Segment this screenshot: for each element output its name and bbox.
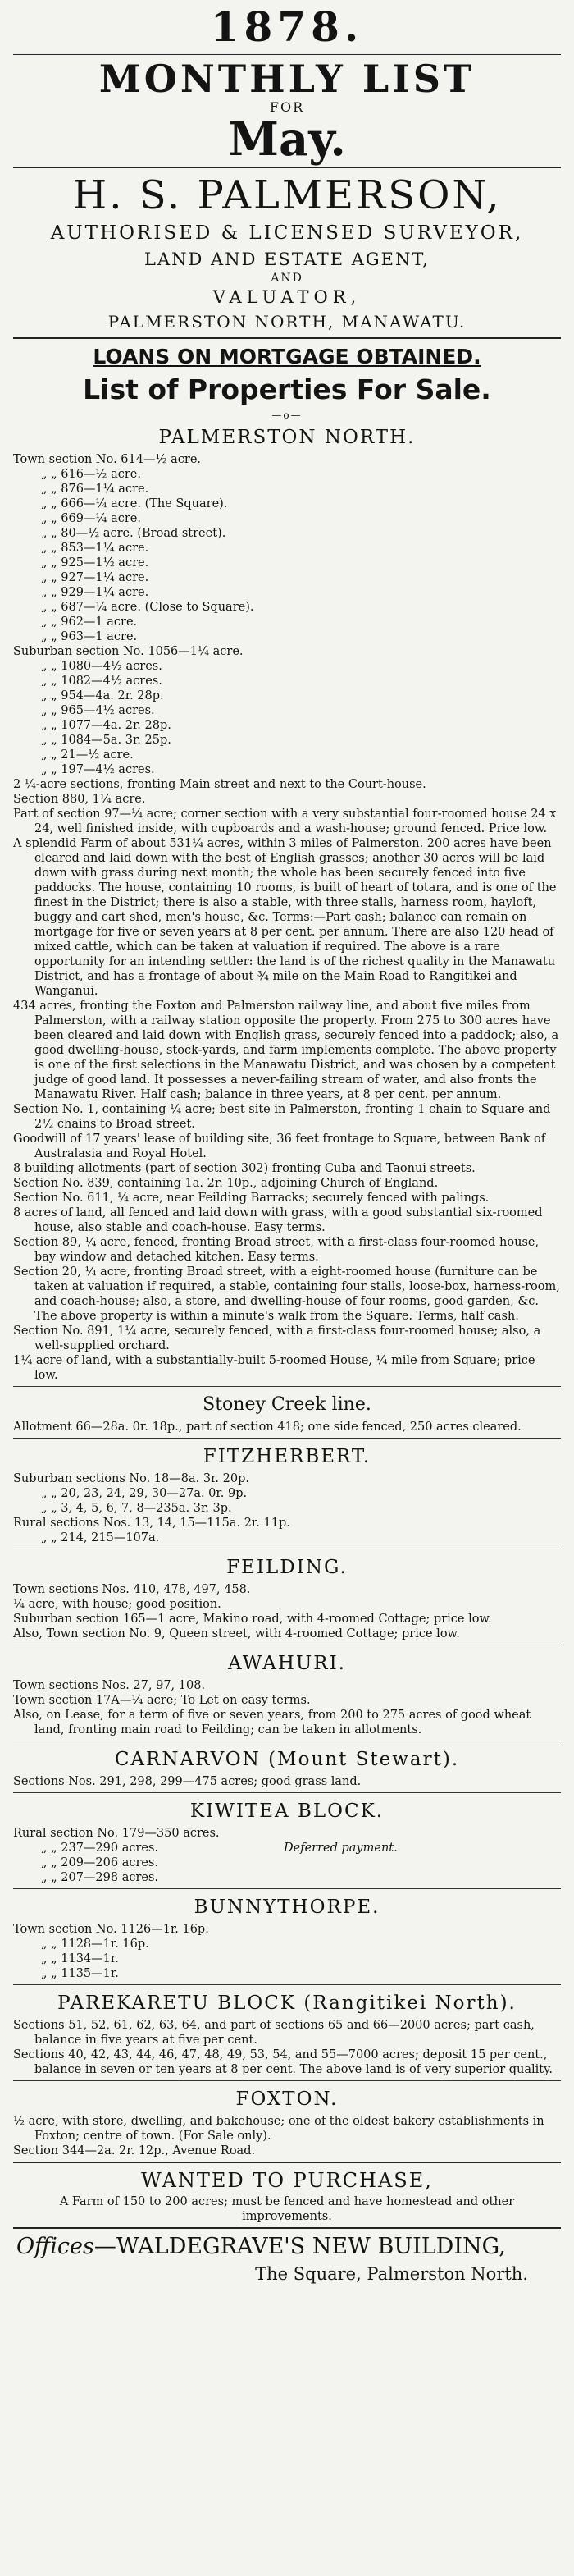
kiwitea-list — [13, 1826, 561, 1885]
offices-location: The Square, Palmerston North. — [255, 2264, 528, 2284]
list-item: Rural sections Nos. 13, 14, 15—115a. 2r. 11p. — [13, 1517, 290, 1530]
section-heading-feilding: FEILDING. — [226, 1557, 348, 1578]
property-entry: ½ acre, with store, dwelling, and bakehouse; one of the oldest bakery establishments in Foxton; centre of town. (For Sale only). — [13, 2115, 544, 2143]
property-entry: Section 344—2a. 2r. 12p., Avenue Road. — [13, 2144, 256, 2157]
property-entry: Allotment 66—28a. 0r. 18p., part of section 418; one side fenced, 250 acres cleared. — [13, 1421, 522, 1434]
list-item: „ „ 197—4½ acres. — [41, 763, 155, 776]
list-item: Town section No. 614—½ acre. — [13, 453, 202, 466]
list-item: Rural section No. 179—350 acres. — [13, 1827, 220, 1840]
month-heading: May. — [228, 112, 346, 167]
town-sections-list — [13, 452, 561, 644]
section-heading-fitzherbert: FITZHERBERT. — [203, 1446, 371, 1467]
property-entry: Section No. 1, containing ¼ acre; best site in Palmerston, fronting 1 chain to Square and 2½ chains to Broad street. — [13, 1103, 551, 1131]
list-item: „ „ 853—1¼ acre. — [41, 542, 149, 555]
property-entry: Goodwill of 17 years' lease of building site, 36 feet frontage to Square, between Bank of Australasia and Royal Hotel. — [13, 1132, 546, 1160]
list-item: „ „ 962—1 acre. — [41, 615, 138, 629]
list-item: „ „ 1084—5a. 3r. 25p. — [41, 734, 171, 747]
section-heading-kiwitea: KIWITEA BLOCK. — [189, 1800, 385, 1822]
divider — [13, 1386, 561, 1387]
section-heading-palmerston: PALMERSTON NORTH. — [158, 427, 416, 448]
loans-heading: LOANS ON MORTGAGE OBTAINED. — [93, 345, 481, 368]
list-item: „ „ 925—1½ acre. — [41, 556, 149, 570]
section-heading-awahuri: AWAHURI. — [228, 1653, 346, 1674]
list-item: „ „ 3, 4, 5, 6, 7, 8—235a. 3r. 3p. — [41, 1502, 232, 1515]
agent-address: PALMERSTON NORTH, MANAWATU. — [107, 312, 467, 332]
property-entry: Section No. 611, ¼ acre, near Feilding Barracks; securely fenced with palings. — [13, 1192, 490, 1205]
property-entry: Section No. 891, 1¼ acre, securely fenced, with a first-class four-roomed house; also, a well-supplied orchard. — [13, 1325, 541, 1352]
agent-profession: AUTHORISED & LICENSED SURVEYOR, — [50, 222, 524, 244]
property-entry: Also, Town section No. 9, Queen street, with 4-roomed Cottage; price low. — [13, 1627, 460, 1640]
list-item: „ „ 80—½ acre. (Broad street). — [41, 527, 226, 540]
property-entry: Section No. 839, containing 1a. 2r. 10p., adjoining Church of England. — [13, 1177, 439, 1190]
list-item: Town section No. 1126—1r. 16p. — [13, 1923, 209, 1936]
property-entry: Sections 40, 42, 43, 44, 46, 47, 48, 49, 53, 54, and 55—7000 acres; deposit 15 per cent., balance in seven or ten years at 8 per cent. The above land is of very superior quality. — [13, 2048, 553, 2076]
property-entry: Sections 51, 52, 61, 62, 63, 64, and part of sections 65 and 66—2000 acres; part cash, balance in five years at five per cent. — [13, 2019, 535, 2047]
list-item: „ „ 1128—1r. 16p. — [41, 1938, 149, 1951]
suburban-sections-list — [13, 644, 561, 777]
list-item: „ „ 929—1¼ acre. — [41, 586, 149, 599]
list-item: „ „ 237—290 acres. — [41, 1842, 159, 1855]
property-entry: 2 ¼-acre sections, fronting Main street and next to the Court-house. — [13, 778, 426, 791]
property-entry: Town sections Nos. 410, 478, 497, 458. — [13, 1583, 251, 1596]
wanted-text: A Farm of 150 to 200 acres; must be fenced and have homestead and other improvements. — [59, 2195, 515, 2223]
section-heading-stoney-creek: Stoney Creek line. — [203, 1394, 371, 1415]
property-entry: Part of section 97—¼ acre; corner section with a very substantial four-roomed house 24 x 24, well finished inside, with cupboards and a wash-house; ground fenced. Price low. — [13, 808, 557, 835]
section-heading-carnarvon: CARNARVON (Mount Stewart). — [114, 1749, 460, 1770]
list-item: „ „ 20, 23, 24, 29, 30—27a. 0r. 9p. — [41, 1487, 248, 1500]
property-entry: 8 acres of land, all fenced and laid down with grass, with a good substantial six-roomed house, also stable and coach-house. Easy terms. — [13, 1206, 543, 1234]
property-entry: Section 20, ¼ acre, fronting Broad street, with a eight-roomed house (furniture can be taken at valuation if required, a stable, containing four stalls, loose-box, harness-room, and coach-house; also, a store, and dwelling-house of four rooms, good garden, &c. The above property is within a minute's walk from the Square. Terms, half cash. — [13, 1265, 560, 1323]
monthly-list-title: MONTHLY LIST — [98, 57, 476, 101]
list-item: „ „ 209—206 acres. — [41, 1856, 159, 1869]
list-item: „ „ 21—½ acre. — [41, 748, 134, 762]
list-item: „ „ 1134—1r. — [41, 1952, 119, 1965]
list-item: „ „ 669—¼ acre. — [41, 512, 141, 525]
list-item: „ „ 954—4a. 2r. 28p. — [41, 689, 164, 702]
fitzherbert-list — [13, 1471, 561, 1545]
list-item: „ „ 214, 215—107a. — [41, 1531, 160, 1544]
ornament-divider: —o— — [271, 410, 303, 421]
deferred-payment-note: Deferred payment. — [284, 1842, 398, 1855]
wanted-heading: WANTED TO PURCHASE, — [141, 2169, 433, 2192]
divider — [13, 1792, 561, 1793]
property-entry: ¼ acre, with house; good position. — [13, 1598, 221, 1611]
offices-building: —WALDEGRAVE'S NEW BUILDING, — [93, 2234, 506, 2259]
property-entry: 434 acres, fronting the Foxton and Palmerston railway line, and about five miles from Palmerston, with a railway station opposite the property. From 275 to 300 acres have been cleared and laid down with English grass, securely fenced into a paddock; also, a good dwelling-house, stock-yards, and farm implements complete. The above property is one of the first selections in the Manawatu District, and was chosen by a competent judge of good land. It possesses a never-failing stream of water, and also fronts the Manawatu River. Half cash; balance in three years, at 8 per cent. per annum. — [13, 1000, 559, 1101]
divider — [13, 167, 561, 168]
list-item: „ „ 876—1¼ acre. — [41, 483, 149, 496]
property-entry: Town sections Nos. 27, 97, 108. — [13, 1679, 206, 1692]
section-heading-parekaretu: PAREKARETU BLOCK (Rangitikei North). — [57, 1993, 517, 2014]
list-item: Suburban sections No. 18—8a. 3r. 20p. — [13, 1472, 249, 1485]
property-entry: 8 building allotments (part of section 302) fronting Cuba and Taonui streets. — [13, 1162, 476, 1175]
section-heading-foxton: FOXTON. — [235, 2089, 339, 2110]
divider — [13, 2162, 561, 2163]
list-item: „ „ 1082—4½ acres. — [41, 675, 162, 688]
list-item: „ „ 687—¼ acre. (Close to Square). — [41, 601, 254, 614]
divider — [13, 1984, 561, 1985]
divider — [13, 1888, 561, 1889]
property-entry: 1¼ acre of land, with a substantially-built 5-roomed House, ¼ mile from Square; price low. — [13, 1354, 535, 1382]
and-label: AND — [271, 272, 303, 285]
list-item: Suburban section No. 1056—1¼ acre. — [13, 645, 244, 658]
awahuri-list — [13, 1678, 561, 1737]
section-heading-bunnythorpe: BUNNYTHORPE. — [194, 1897, 380, 1918]
offices-line — [13, 2232, 561, 2262]
list-item: „ „ 965—4½ acres. — [41, 704, 155, 717]
property-entry: A splendid Farm of about 531¼ acres, within 3 miles of Palmerston. 200 acres have been cleared and laid down with the best of English grasses; another 30 acres will be laid down with grass during next month; the whole has been securely fenced into five paddocks. The house, containing 10 rooms, is built of heart of totara, and is one of the finest in the District; there is also a stable, with three stalls, harness room, hayloft, buggy and cart shed, men's house, &c. Terms:—Part cash; balance can remain on mortgage for five or seven years at 8 per cent. per annum. There are also 120 head of mixed cattle, which can be taken at valuation if required. The above is a rare opportunity for an intending settler: the land is of the richest quality in the Manawatu District, and has a frontage of about ¾ mile on the Main Road to Rangitikei and Wanganui. — [13, 837, 557, 998]
property-entry: Also, on Lease, for a term of five or seven years, from 200 to 275 acres of good wheat land, fronting main road to Feilding; can be taken in allotments. — [13, 1709, 531, 1736]
property-entry: Sections Nos. 291, 298, 299—475 acres; good grass land. — [13, 1775, 362, 1788]
list-item: „ „ 616—½ acre. — [41, 468, 141, 481]
foxton-list — [13, 2114, 561, 2158]
divider — [13, 53, 561, 55]
list-item: „ „ 1135—1r. — [41, 1967, 119, 1980]
year-heading: 1878. — [210, 2, 364, 51]
list-item: „ „ 1077—4a. 2r. 28p. — [41, 719, 171, 732]
list-item: „ „ 207—298 acres. — [41, 1871, 159, 1884]
list-item: „ „ 666—¼ acre. (The Square). — [41, 497, 228, 510]
bunnythorpe-list — [13, 1922, 561, 1981]
property-entry: Section 880, 1¼ acre. — [13, 793, 146, 806]
divider — [13, 337, 561, 339]
agent-valuator: VALUATOR, — [212, 287, 362, 307]
parekaretu-list — [13, 2018, 561, 2077]
divider — [13, 2080, 561, 2081]
list-item: „ „ 927—1¼ acre. — [41, 571, 149, 584]
property-entry: Suburban section 165—1 acre, Makino road, with 4-roomed Cottage; price low. — [13, 1613, 492, 1626]
divider — [13, 2227, 561, 2229]
divider — [13, 1438, 561, 1439]
list-item: „ „ 1080—4½ acres. — [41, 660, 162, 673]
property-entry: Town section 17A—¼ acre; To Let on easy terms. — [13, 1694, 311, 1707]
for-label: FOR — [269, 99, 305, 115]
property-entry: Section 89, ¼ acre, fenced, fronting Broad street, with a first-class four-roomed house, bay window and detached kitchen. Easy terms. — [13, 1236, 540, 1264]
offices-label: Offices — [16, 2234, 94, 2259]
agent-name: H. S. PALMERSON, — [72, 172, 502, 218]
agent-land-estate: LAND AND ESTATE AGENT, — [144, 249, 430, 269]
list-title: List of Properties For Sale. — [83, 373, 491, 405]
property-paragraphs — [13, 777, 561, 1383]
feilding-list — [13, 1582, 561, 1641]
list-item: „ „ 963—1 acre. — [41, 630, 138, 643]
